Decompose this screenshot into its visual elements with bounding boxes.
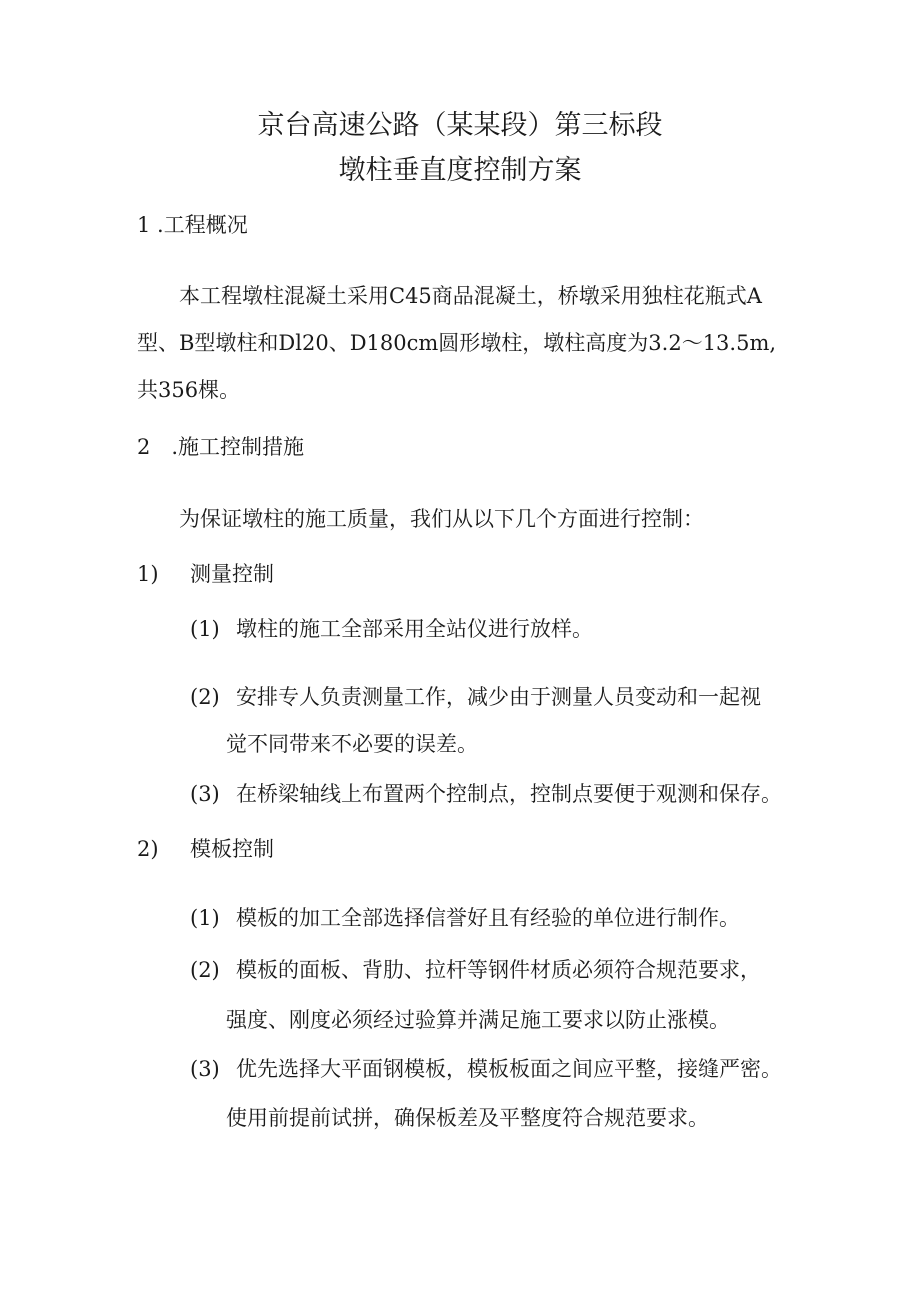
item-text: 安排专人负责测量工作，减少由于测量人员变动和一起视 xyxy=(236,685,761,709)
item-label: (1) xyxy=(190,906,220,930)
item-text: 墩柱的施工全部采用全站仪进行放样。 xyxy=(236,617,593,641)
section-heading-overview: 1 .工程概况 xyxy=(137,213,248,237)
item-label: (2) xyxy=(190,958,220,982)
document-title-line2: 墩柱垂直度控制方案 xyxy=(338,155,582,186)
item-text-continued: 使用前提前试拼，确保板差及平整度符合规范要求。 xyxy=(226,1106,709,1130)
measures-intro: 为保证墩柱的施工质量，我们从以下几个方面进行控制： xyxy=(179,507,704,531)
item-text-continued: 觉不同带来不必要的误差。 xyxy=(226,732,478,756)
subsection-number: 2) xyxy=(137,837,159,861)
item-text-continued: 强度、刚度必须经过验算并满足施工要求以防止涨模。 xyxy=(226,1008,730,1032)
document-title-line1: 京台高速公路（某某段）第三标段 xyxy=(257,110,663,141)
subsection-title: 模板控制 xyxy=(190,837,274,861)
item-text: 在桥梁轴线上布置两个控制点，控制点要便于观测和保存。 xyxy=(236,782,782,806)
item-text: 模板的面板、背肋、拉杆等钢件材质必须符合规范要求， xyxy=(236,958,761,982)
overview-paragraph: 本工程墩柱混凝土采用C45商品混凝土，桥墩采用独柱花瓶式A型、B型墩柱和Dl20、D180cm圆形墩柱，墩柱高度为3.2～13.5m,共356棵。 xyxy=(137,284,777,402)
subsection-number: 1) xyxy=(137,562,159,586)
item-label: (3) xyxy=(190,1057,220,1081)
subsection-title: 测量控制 xyxy=(190,562,274,586)
item-text: 优先选择大平面钢模板，模板板面之间应平整，接缝严密。 xyxy=(236,1057,782,1081)
item-label: (1) xyxy=(190,617,220,641)
item-text: 模板的加工全部选择信誉好且有经验的单位进行制作。 xyxy=(236,906,740,930)
section-heading-measures: 2 .施工控制措施 xyxy=(137,435,305,459)
item-label: (2) xyxy=(190,685,220,709)
item-label: (3) xyxy=(190,782,220,806)
